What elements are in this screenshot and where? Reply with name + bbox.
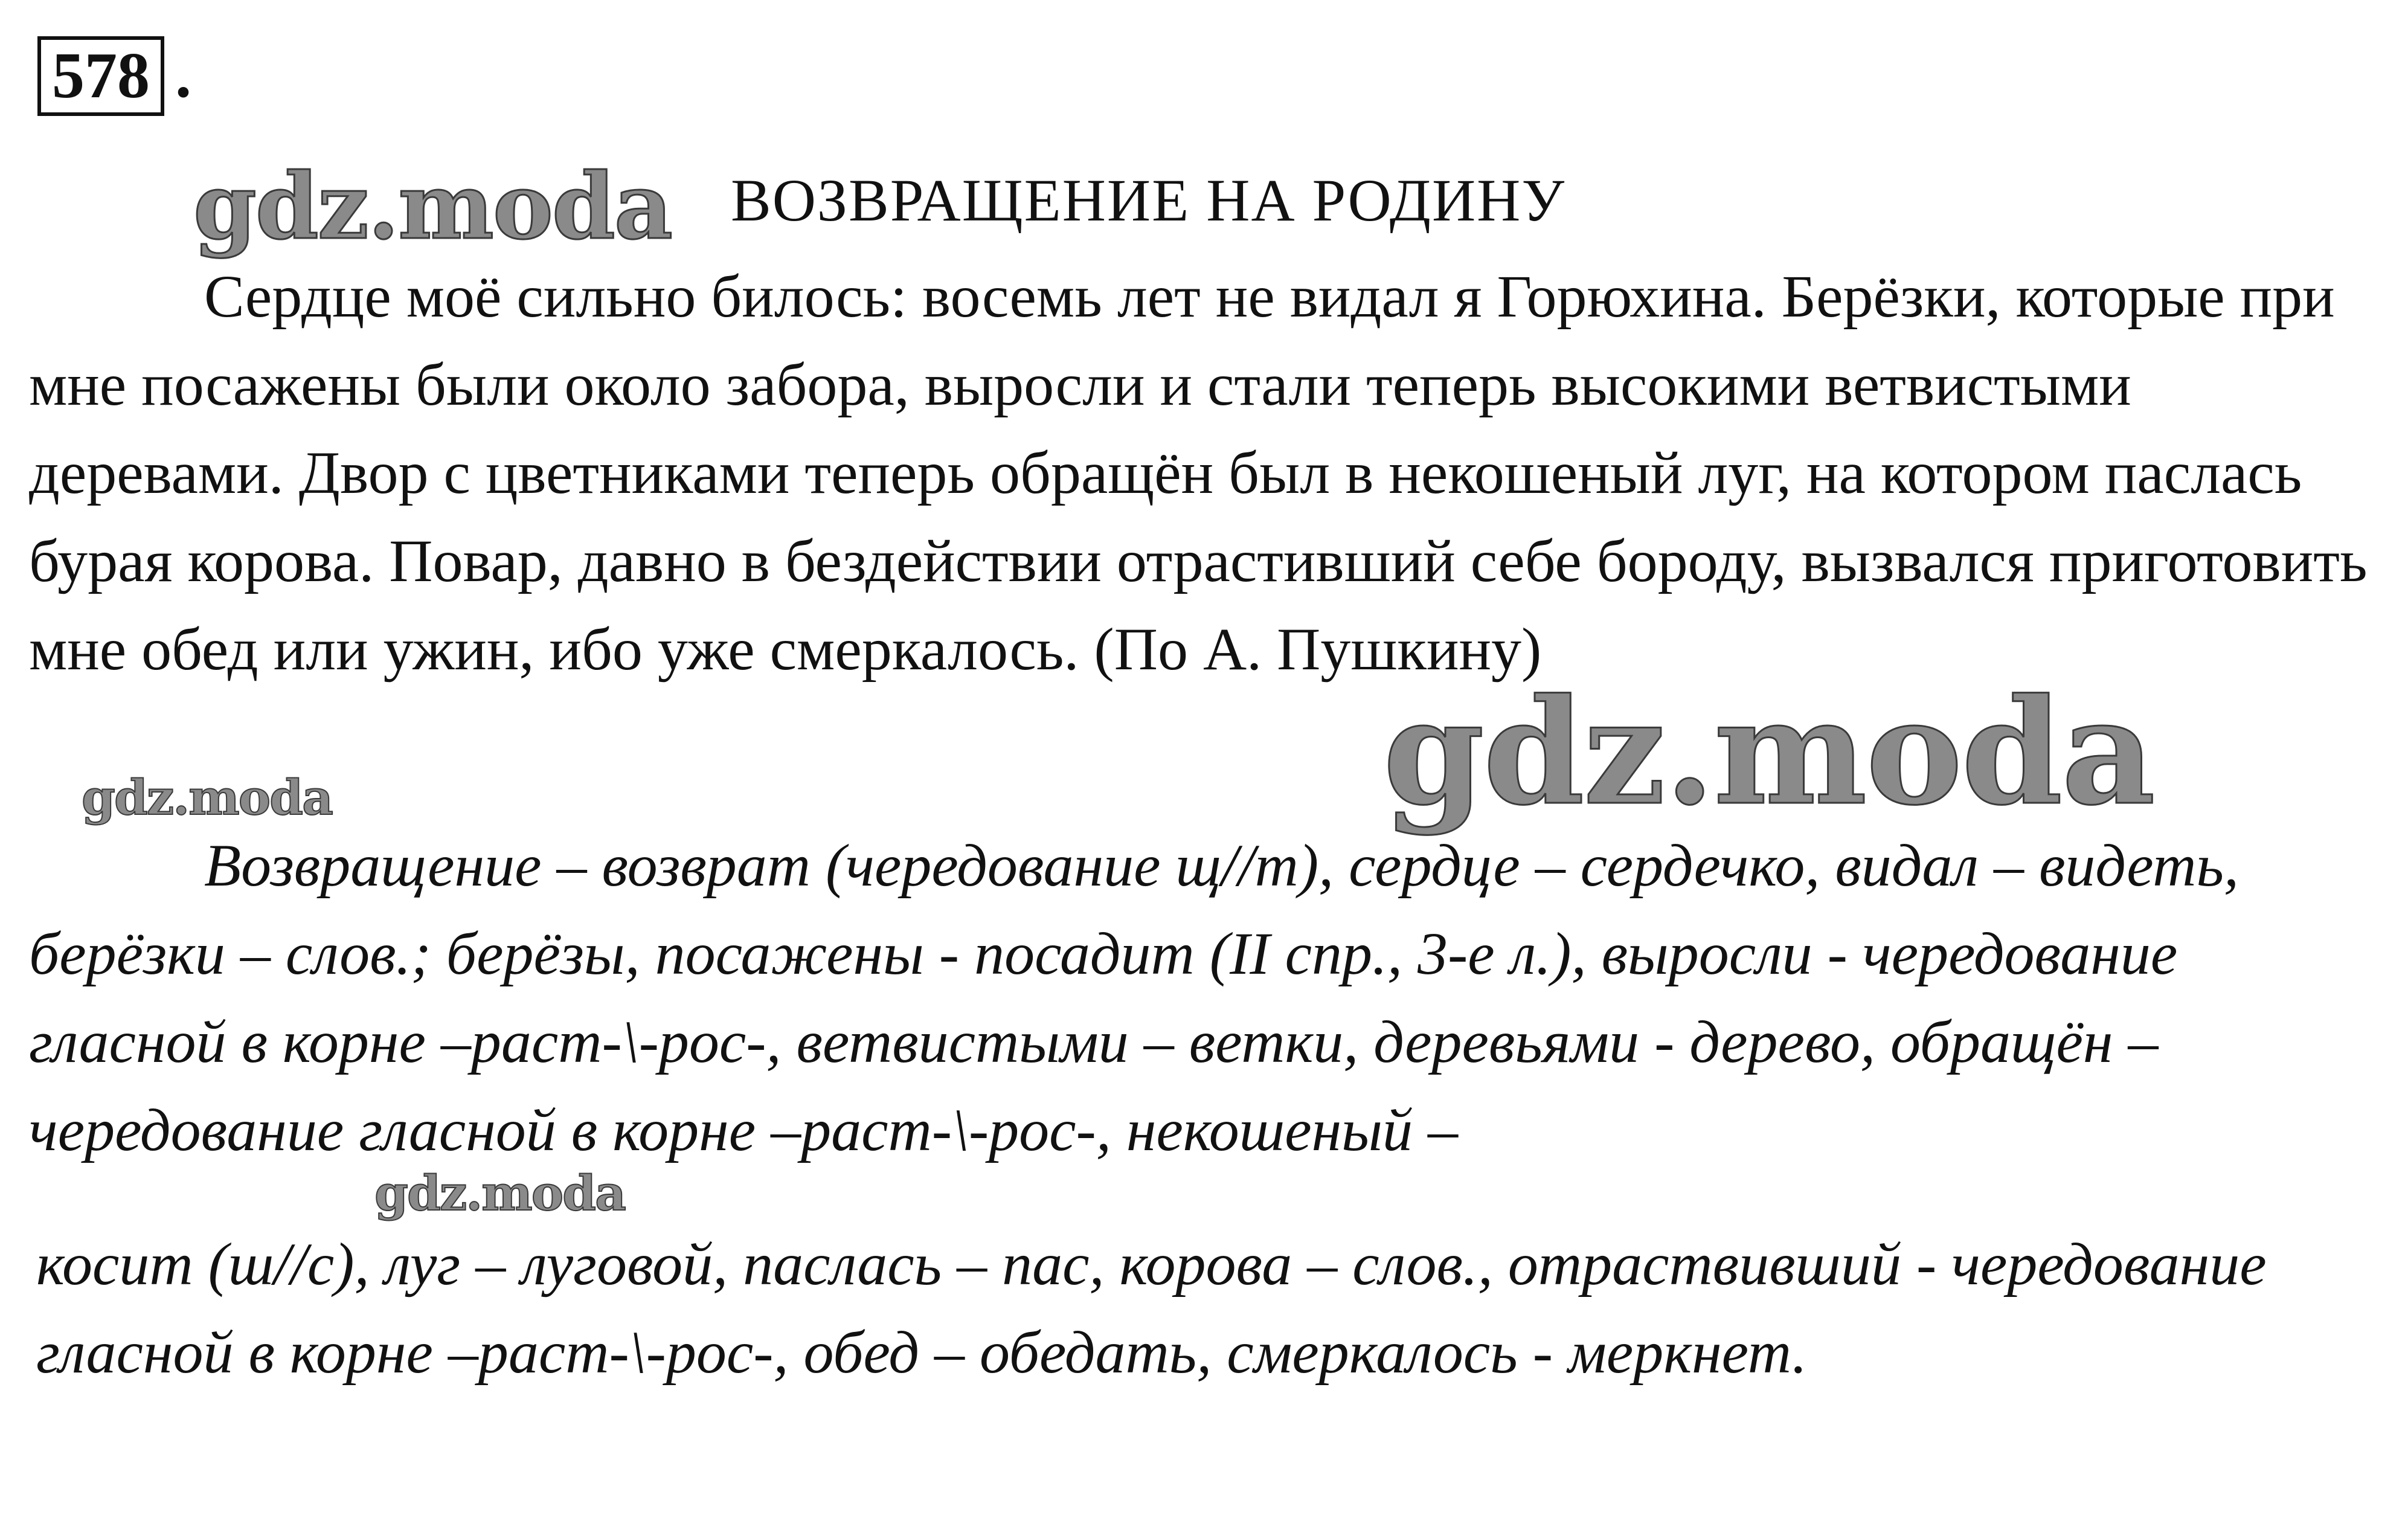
watermark-logo: gdz.moda <box>193 153 672 260</box>
word-analysis-part-2 <box>36 1220 2380 1397</box>
page-title: ВОЗВРАЩЕНИЕ НА РОДИНУ <box>731 167 1566 234</box>
word-analysis-text-2: косит (ш//с), луг – луговой, паслась – пас, корова – слов., отраствивший - чередование гласной в корне –раст-\-рос-, обед – обедать, смеркалось - меркнет. <box>36 1230 2267 1386</box>
word-analysis-text-1: Возвращение – возврат (чередование щ//т), сердце – сердечко, видал – видеть, берёзки – слов.; берёзы, посажены - посадит (II спр., 3-е л.), выросли - чередование гласной в корне –раст-\-рос-, ветвистыми – ветки, деревьями - дерево, обращён – чередование гласной в корне –раст-\-рос-, некошеный – <box>29 832 2239 1163</box>
watermark-logo-large: gdz.moda <box>1383 667 2154 837</box>
word-analysis-part-1 <box>29 822 2384 1174</box>
main-text-content: Сердце моё сильно билось: восемь лет не видал я Горюхина. Берёзки, которые при мне посажены были около забора, выросли и стали теперь высокими ветвистыми деревами. Двор с цветниками теперь обращён был в некошеный луг, на котором паслась бурая корова. Повар, давно в бездействии отрастивший себе бороду, вызвался приготовить мне обед или ужин, ибо уже смеркалось. (По А. Пушкину) <box>29 263 2368 683</box>
exercise-number: 578 <box>37 36 164 116</box>
exercise-number-dot: . <box>175 39 191 111</box>
main-text <box>29 252 2384 693</box>
watermark-logo-small-2: gdz.moda <box>374 1165 625 1221</box>
watermark-logo-small: gdz.moda <box>82 769 332 826</box>
